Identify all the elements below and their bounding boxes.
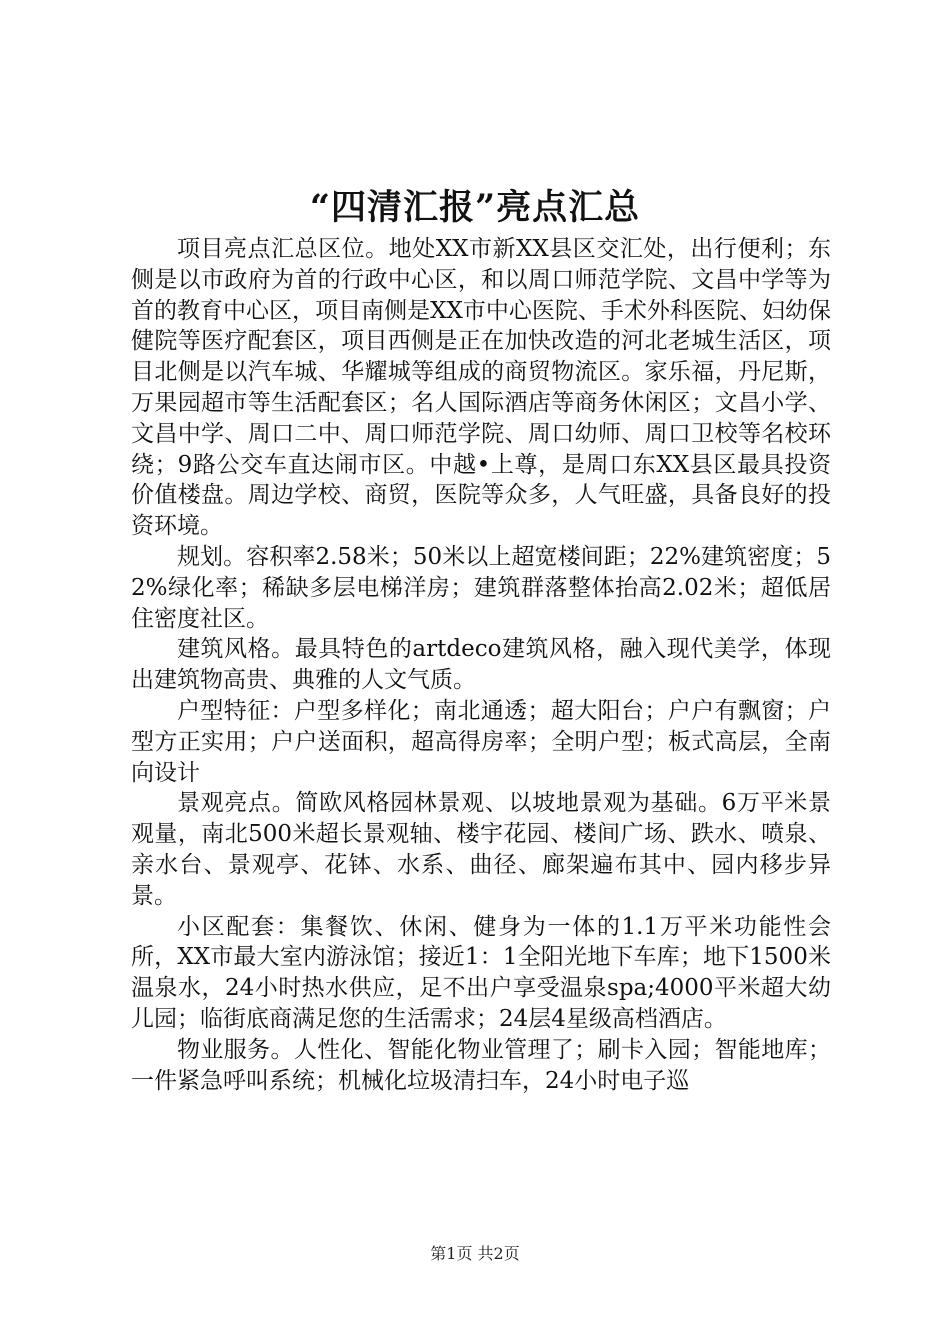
paragraph-architecture-style: 建筑风格。最具特色的artdeco建筑风格，融入现代美学，体现出建筑物高贵、典雅的人文气质。 [131,636,831,694]
paragraph-community-facilities: 小区配套：集餐饮、休闲、健身为一体的1.1万平米功能性会所，XX市最大室内游泳馆；接近1：1全阳光地下车库；地下1500米温泉水，24小时热水供应，足不出户享受温泉spa;4000平米超大幼儿园；临街底商满足您的生活需求；24层4星级高档酒店。 [131,913,831,1032]
page-footer: 第1页 共2页 [430,1244,520,1263]
document-body [131,234,831,1096]
paragraph-unit-features: 户型特征：户型多样化；南北通透；超大阳台；户户有飘窗；户型方正实用；户户送面积，超高得房率；全明户型；板式高层，全南向设计 [131,697,831,786]
paragraph-property-service: 物业服务。人性化、智能化物业管理了；刷卡入园；智能地库；一件紧急呼叫系统；机械化垃圾清扫车，24小时电子巡 [131,1036,831,1094]
document-title: “四清汇报”亮点汇总 [309,187,641,228]
paragraph-planning: 规划。容积率2.58米；50米以上超宽楼间距；22%建筑密度；52%绿化率；稀缺多层电梯洋房；建筑群落整体抬高2.02米；超低居住密度社区。 [131,543,831,632]
paragraph-landscape: 景观亮点。简欧风格园林景观、以坡地景观为基础。6万平米景观量，南北500米超长景观轴、楼宇花园、楼间广场、跌水、喷泉、亲水台、景观亭、花钵、水系、曲径、廊架遍布其中、园内移步异景。 [131,790,831,909]
paragraph-location: 项目亮点汇总区位。地处XX市新XX县区交汇处，出行便利；东侧是以市政府为首的行政中心区，和以周口师范学院、文昌中学等为首的教育中心区，项目南侧是XX市中心医院、手术外科医院、妇幼保健院等医疗配套区，项目西侧是正在加快改造的河北老城生活区，项目北侧是以汽车城、华耀城等组成的商贸物流区。家乐福，丹尼斯，万果园超市等生活配套区；名人国际酒店等商务休闲区；文昌小学、文昌中学、周口二中、周口师范学院、周口幼师、周口卫校等名校环绕；9路公交车直达闹市区。中越•上尊，是周口东XX县区最具投资价值楼盘。周边学校、商贸，医院等众多，人气旺盛，具备良好的投资环境。 [131,236,831,540]
